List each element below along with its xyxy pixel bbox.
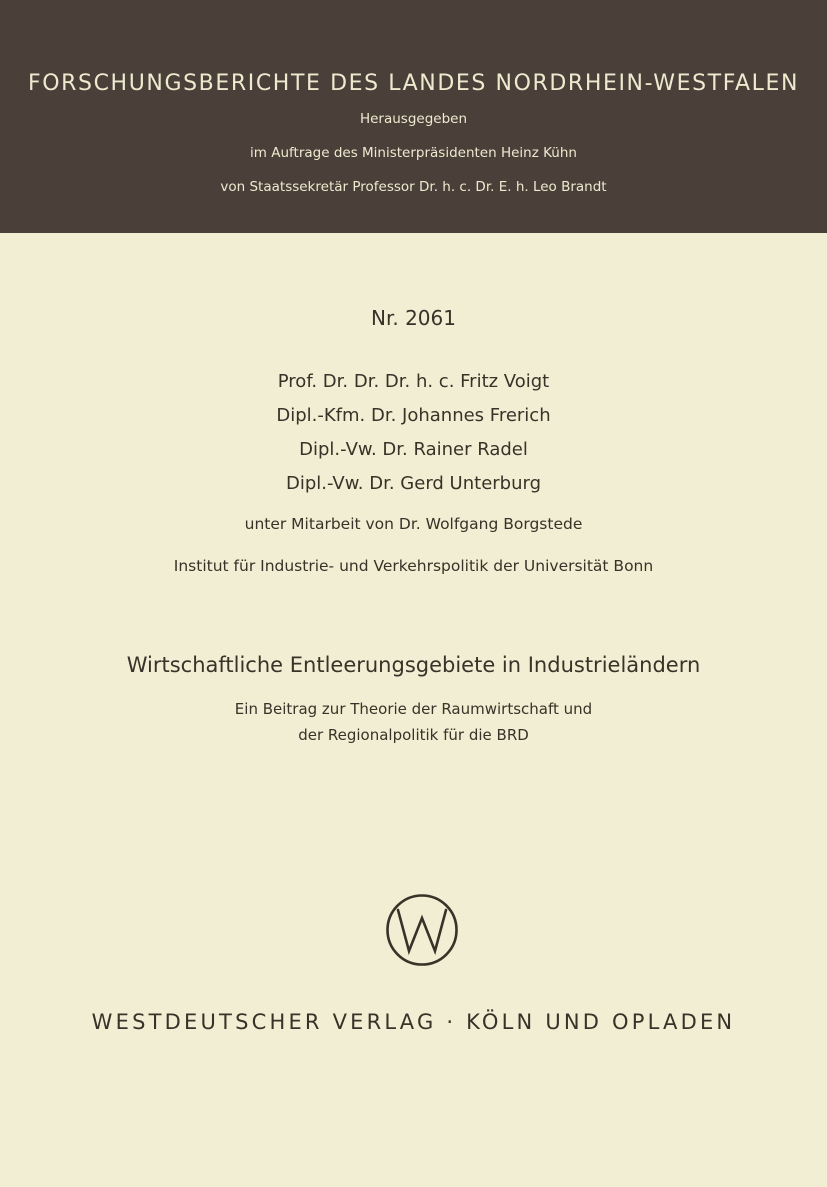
ww-publisher-logo-icon xyxy=(385,893,459,967)
author-2: Dipl.-Kfm. Dr. Johannes Frerich xyxy=(276,405,551,426)
publisher-imprint: WESTDEUTSCHER VERLAG · KÖLN UND OPLADEN xyxy=(91,1010,736,1034)
author-1: Prof. Dr. Dr. Dr. h. c. Fritz Voigt xyxy=(277,371,550,392)
author-3: Dipl.-Vw. Dr. Rainer Radel xyxy=(299,439,528,460)
subtitle-line-1: Ein Beitrag zur Theorie der Raumwirtschaft und xyxy=(234,700,593,718)
author-4: Dipl.-Vw. Dr. Gerd Unterburg xyxy=(285,473,542,494)
series-banner xyxy=(0,0,827,233)
book-title: Wirtschaftliche Entleerungsgebiete in Industrieländern xyxy=(126,653,701,677)
series-title: FORSCHUNGSBERICHTE DES LANDES NORDRHEIN-WESTFALEN xyxy=(27,71,800,96)
banner-editor-line: von Staatssekretär Professor Dr. h. c. Dr. E. h. Leo Brandt xyxy=(220,179,607,195)
subtitle-line-2: der Regionalpolitik für die BRD xyxy=(298,726,529,744)
collaboration-note: unter Mitarbeit von Dr. Wolfgang Borgstede xyxy=(244,515,583,533)
banner-editor-label: Herausgegeben xyxy=(359,111,468,127)
report-number: Nr. 2061 xyxy=(371,306,456,330)
banner-commission-line: im Auftrage des Ministerpräsidenten Heinz Kühn xyxy=(250,145,577,161)
institute-name: Institut für Industrie- und Verkehrspolitik der Universität Bonn xyxy=(173,557,654,575)
